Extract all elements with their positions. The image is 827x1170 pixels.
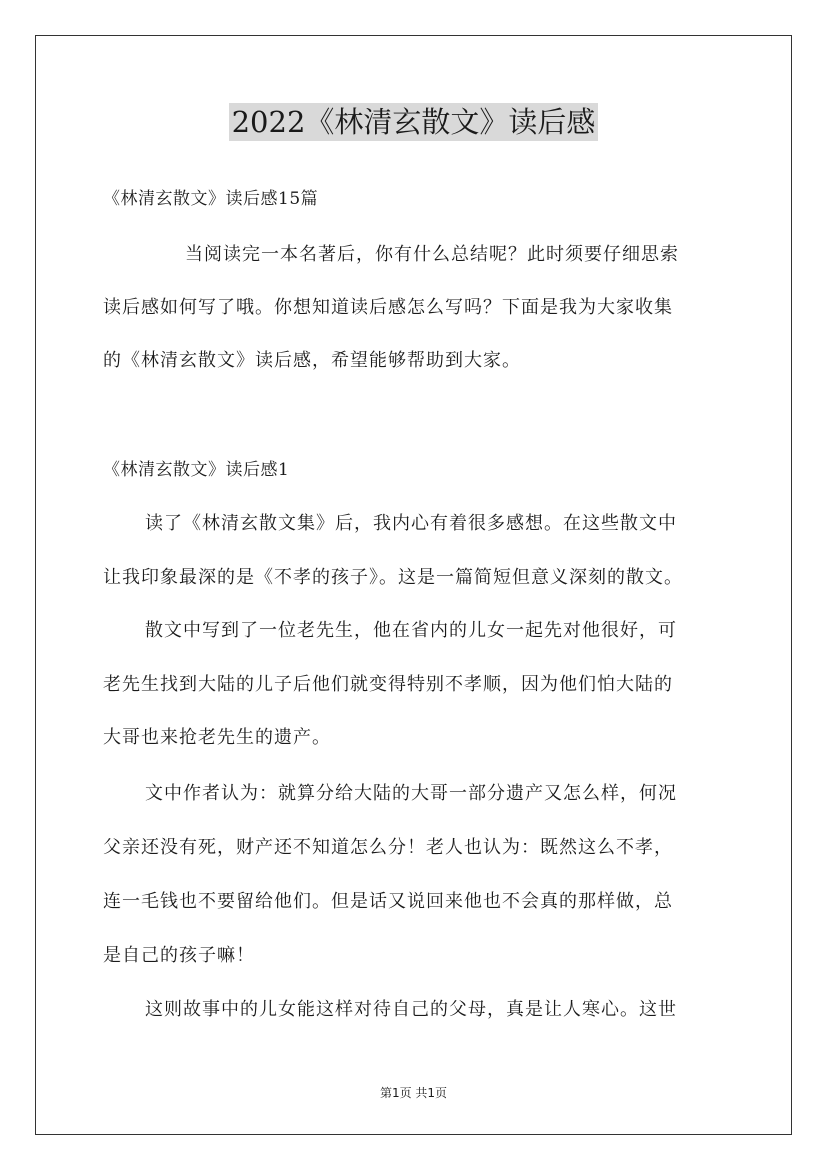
body-line: 文中作者认为：就算分给大陆的大哥一部分遗产又怎么样，何况 <box>145 783 677 804</box>
page-footer: 第1页 共1页 <box>379 1086 448 1100</box>
document-title-wrap <box>0 100 827 141</box>
body-line: 读了《林清玄散文集》后，我内心有着很多感想。在这些散文中 <box>145 513 677 534</box>
intro-line: 的《林清玄散文》读后感，希望能够帮助到大家。 <box>103 350 521 371</box>
body-line: 散文中写到了一位老先生，他在省内的儿女一起先对他很好，可 <box>145 620 677 641</box>
document-subtitle: 《林清玄散文》读后感15篇 <box>103 189 319 209</box>
document-title: 2022《林清玄散文》读后感 <box>229 103 599 141</box>
body-line: 大哥也来抢老先生的遗产。 <box>103 727 331 748</box>
body-line: 老先生找到大陆的儿子后他们就变得特别不孝顺，因为他们怕大陆的 <box>103 674 673 695</box>
body-line: 这则故事中的儿女能这样对待自己的父母，真是让人寒心。这世 <box>145 999 677 1020</box>
intro-line: 当阅读完一本名著后，你有什么总结呢？此时须要仔细思索 <box>185 244 679 265</box>
section-heading: 《林清玄散文》读后感1 <box>103 460 290 480</box>
body-line: 父亲还没有死，财产还不知道怎么分！老人也认为：既然这么不孝， <box>103 837 673 858</box>
intro-line: 读后感如何写了哦。你想知道读后感怎么写吗？下面是我为大家收集 <box>103 297 673 318</box>
body-line: 让我印象最深的是《不孝的孩子》。这是一篇简短但意义深刻的散文。 <box>103 567 683 588</box>
body-line: 是自己的孩子嘛！ <box>103 945 255 966</box>
body-line: 连一毛钱也不要留给他们。但是话又说回来他也不会真的那样做，总 <box>103 891 673 912</box>
